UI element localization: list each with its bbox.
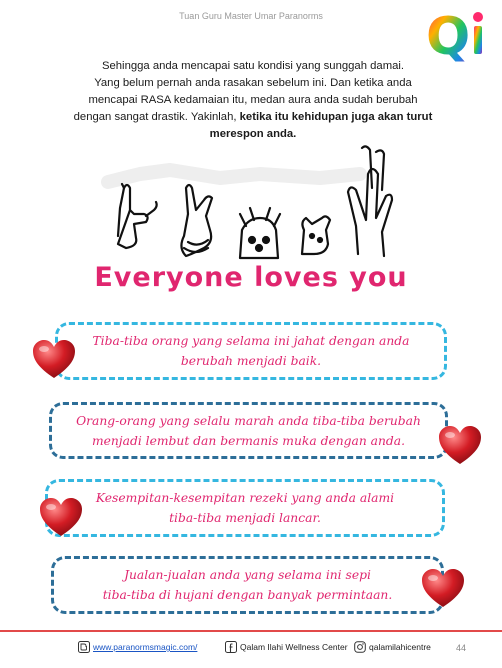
footer-divider [0, 630, 502, 632]
blogger-icon [78, 641, 90, 653]
statement-line: tiba-tiba menjadi lancar. [169, 511, 321, 525]
statement-box-3 [45, 479, 445, 537]
intro-line [60, 126, 446, 143]
intro-text: dengan sangat drastik. Yakinlah, [73, 111, 240, 123]
qi-logo [424, 4, 498, 64]
heart-icon [420, 567, 466, 609]
facebook-page-name: Qalam Ilahi Wellness Center [240, 642, 348, 652]
website-link[interactable]: www.paranormsmagic.com/ [93, 642, 198, 652]
footer-instagram [354, 641, 431, 653]
intro-line: Sehingga anda mencapai satu kondisi yang sunggah damai. [101, 60, 405, 72]
footer [78, 641, 478, 657]
statement-line: Jualan-jualan anda yang selama ini sepi [124, 568, 371, 582]
svg-text:Q: Q [426, 7, 471, 64]
intro-bold-text: merespon anda. [209, 128, 297, 140]
heart-icon [31, 338, 77, 380]
statement-box-4 [51, 556, 444, 614]
footer-facebook [225, 641, 348, 653]
statement-line: Kesempitan-kesempitan rezeki yang anda alami [95, 491, 395, 505]
statement-line: Orang-orang yang selalu marah anda tiba-tiba berubah [76, 413, 421, 428]
hands-rock-sign-illustration [100, 144, 400, 266]
statement-box-1 [55, 322, 447, 380]
headline: Everyone loves you [94, 262, 408, 293]
intro-paragraph [60, 58, 446, 143]
instagram-icon [354, 641, 366, 653]
footer-website [78, 641, 197, 653]
instagram-handle: qalamilahicentre [369, 642, 431, 652]
facebook-icon [225, 641, 237, 653]
page-number: 44 [456, 643, 467, 653]
statement-line: berubah menjadi baik. [180, 354, 322, 368]
statement-box-2 [49, 402, 448, 459]
intro-line: mencapai RASA kedamaian itu, medan aura anda sudah berubah [88, 94, 418, 106]
statement-line: Tiba-tiba orang yang selama ini jahat dengan anda [92, 334, 410, 348]
intro-bold-text: ketika itu kehidupan juga akan turut [239, 111, 433, 123]
intro-line [60, 109, 446, 126]
statement-line: tiba-tiba di hujani dengan banyak permintaan. [102, 588, 393, 602]
heart-icon [437, 424, 483, 466]
intro-line: Yang belum pernah anda rasakan sebelum ini. Dan ketika anda [94, 77, 412, 89]
statement-line: menjadi lembut dan bermanis muka dengan anda. [91, 433, 406, 448]
heart-icon [38, 496, 84, 538]
page-header-title: Tuan Guru Master Umar Paranorms [179, 11, 323, 21]
